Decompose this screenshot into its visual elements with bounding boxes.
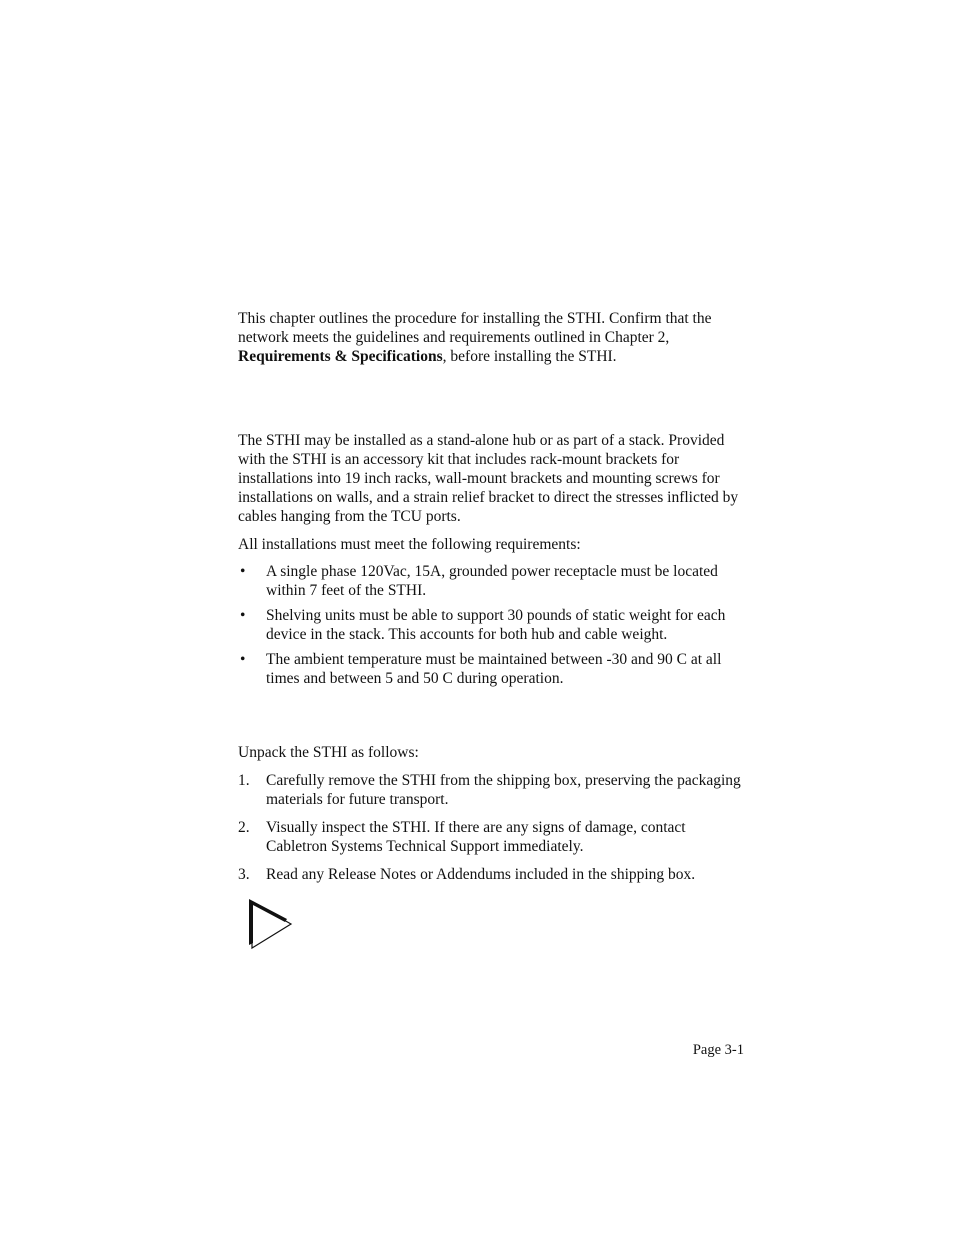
- intro-text-before: This chapter outlines the procedure for installing the STHI. Confirm that the network meets the guidelines and requirements outlined in Chapter 2,: [238, 310, 712, 346]
- list-item: [238, 606, 750, 644]
- step-text: Visually inspect the STHI. If there are any signs of damage, contact Cabletron Systems Technical Support immediately.: [266, 819, 686, 855]
- page-number: Page 3-1: [692, 1042, 744, 1058]
- step-text: Read any Release Notes or Addendums included in the shipping box.: [266, 866, 696, 883]
- requirements-lead: All installations must meet the following requirements:: [238, 536, 581, 553]
- unpack-steps: [238, 771, 750, 893]
- list-item: [238, 562, 750, 600]
- site-paragraph: The STHI may be installed as a stand-alone hub or as part of a stack. Provided with the STHI is an accessory kit that includes rack-mount brackets for installations into 19 inch racks, wall-mount brackets and mounting screws for installations on walls, and a strain relief bracket to direct the stresses inflicted by cables hanging from the TCU ports.: [238, 432, 739, 525]
- requirement-text: The ambient temperature must be maintained between -30 and 90 C at all times and between 5 and 50 C during operation.: [266, 651, 722, 687]
- list-item: [238, 771, 750, 809]
- bullet-marker: •: [240, 607, 246, 624]
- step-number: 3.: [238, 866, 250, 883]
- list-item: [238, 818, 750, 856]
- intro-text-after: , before installing the STHI.: [442, 348, 617, 365]
- step-number: 2.: [238, 819, 250, 836]
- list-item: [238, 650, 750, 688]
- intro-paragraph: [238, 309, 748, 366]
- requirement-text: A single phase 120Vac, 15A, grounded power receptacle must be located within 7 feet of the STHI.: [266, 563, 718, 599]
- bullet-marker: •: [240, 563, 246, 580]
- requirement-text: Shelving units must be able to support 30 pounds of static weight for each device in the stack. This accounts for both hub and cable weight.: [266, 607, 726, 643]
- step-number: 1.: [238, 772, 250, 789]
- step-text: Carefully remove the STHI from the shipping box, preserving the packaging materials for future transport.: [266, 772, 741, 808]
- bullet-marker: •: [240, 651, 246, 668]
- unpack-lead: Unpack the STHI as follows:: [238, 744, 419, 761]
- chapter-reference: Requirements & Specifications: [238, 348, 443, 365]
- list-item: [238, 865, 750, 884]
- requirements-list: [238, 562, 750, 694]
- note-triangle-icon: [247, 897, 301, 951]
